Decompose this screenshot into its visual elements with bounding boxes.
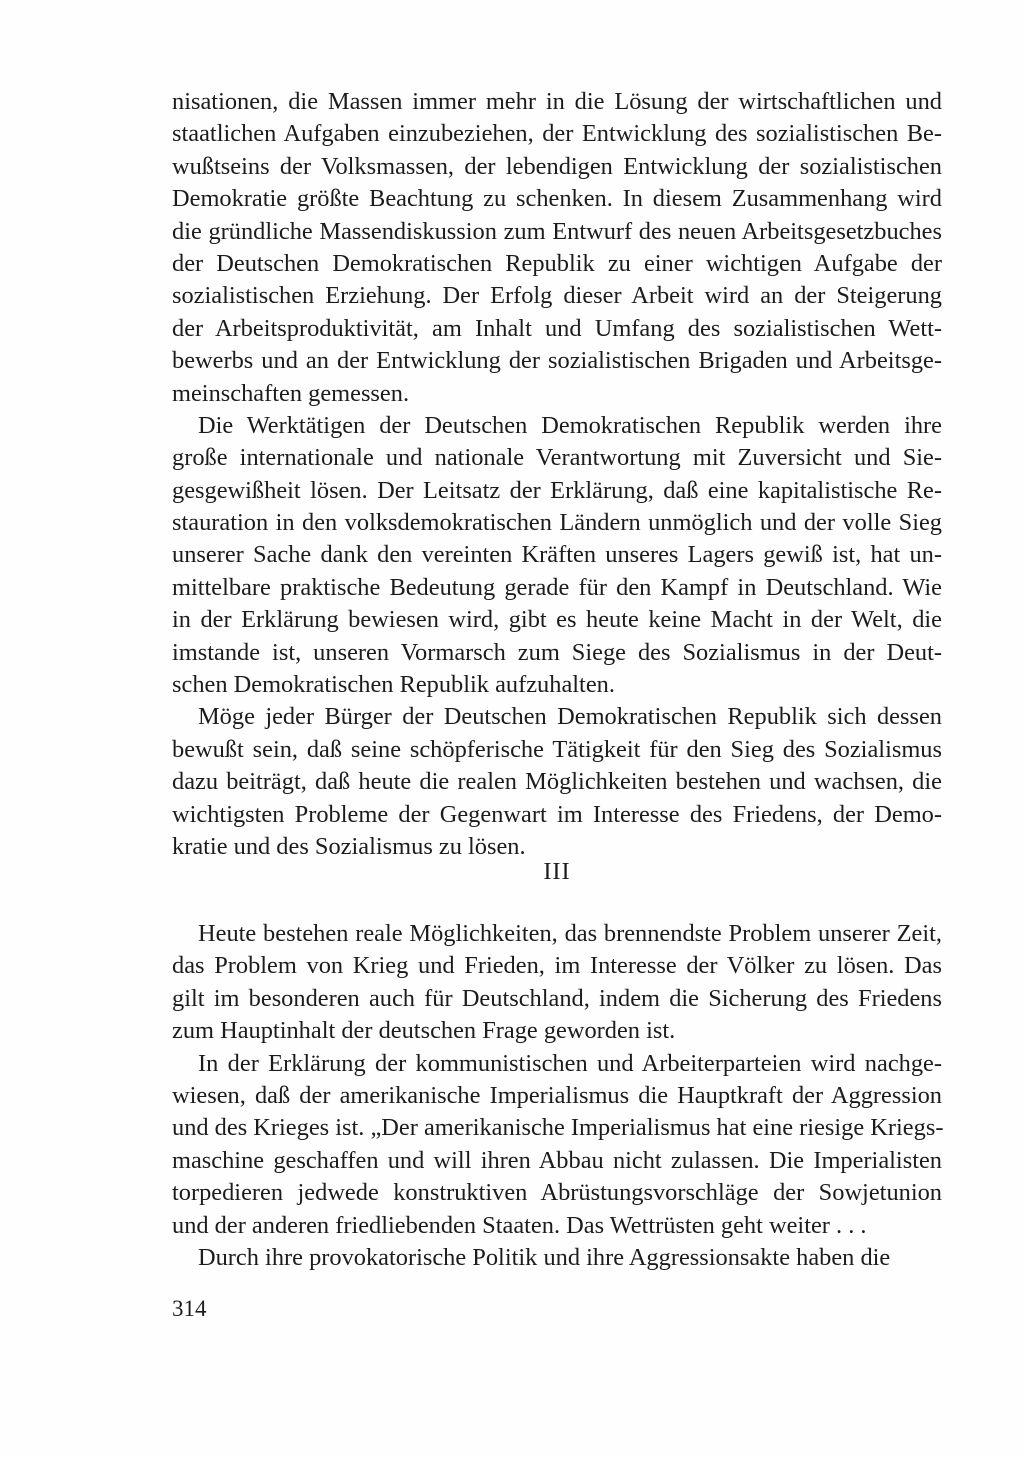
text-line: die gründliche Massendiskussion zum Entwurf des neuen Arbeitsgesetzbuches [172,217,942,245]
text-line: bewerbs und an der Entwicklung der sozialistischen Brigaden und Arbeitsge- [172,347,942,375]
paragraph [172,1048,942,1242]
text-line: zum Hauptinhalt der deutschen Frage geworden ist. [172,1017,676,1045]
text-line: große internationale und nationale Verantwortung mit Zuversicht und Sie- [172,444,942,472]
text-line: der Arbeitsproduktivität, am Inhalt und Umfang des sozialistischen Wett- [172,314,942,342]
text-line: in der Erklärung bewiesen wird, gibt es heute keine Macht in der Welt, die [172,606,942,634]
text-line: Durch ihre provokatorische Politik und ihre Aggressionsakte haben die [198,1243,891,1271]
text-line: wichtigsten Probleme der Gegenwart im Interesse des Friedens, der Demo- [172,800,942,828]
text-line: imstande ist, unseren Vormarsch zum Siege des Sozialismus in der Deut- [172,638,942,666]
text-line: staatlichen Aufgaben einzubeziehen, der Entwicklung des sozialistischen Be- [172,120,942,148]
body-text-before-section [172,86,942,863]
text-line: das Problem von Krieg und Frieden, im Interesse der Völker zu lösen. Das [172,952,942,980]
text-line: nisationen, die Massen immer mehr in die Lösung der wirtschaftlichen und [172,88,942,115]
text-line: unserer Sache dank den vereinten Kräften unseres Lagers gewiß ist, hat un- [172,541,942,569]
text-line: Heute bestehen reale Möglichkeiten, das brennendste Problem unserer Zeit, [198,920,942,947]
text-line: stauration in den volksdemokratischen Ländern unmöglich und der volle Sieg [172,509,942,537]
text-line: Demokratie größte Beachtung zu schenken. In diesem Zusammenhang wird [172,185,942,213]
text-line: sozialistischen Erziehung. Der Erfolg dieser Arbeit wird an der Steigerung [172,282,942,310]
page-number: 314 [172,1296,207,1321]
text-line: gesgewißheit lösen. Der Leitsatz der Erklärung, daß eine kapitalistische Re- [172,476,942,504]
text-line: meinschaften gemessen. [172,379,410,407]
text-line: dazu beiträgt, daß heute die realen Möglichkeiten bestehen und wachsen, die [172,768,942,796]
text-line: und des Krieges ist. „Der amerikanische Imperialismus hat eine riesige Kriegs- [172,1114,944,1142]
text-line: torpedieren jedwede konstruktiven Abrüstungsvorschläge der Sowjetunion [172,1179,942,1207]
paragraph [172,86,942,410]
paragraph [172,701,942,863]
text-line: kratie und des Sozialismus zu lösen. [172,832,526,860]
text-line: maschine geschaffen und will ihren Abbau nicht zulassen. Die Imperialisten [172,1146,942,1174]
paragraph [172,918,942,1048]
text-line: wiesen, daß der amerikanische Imperialismus die Hauptkraft der Aggression [172,1081,942,1109]
text-line: mittelbare praktische Bedeutung gerade für den Kampf in Deutschland. Wie [172,573,942,601]
paragraph [172,410,942,702]
paragraph [172,1242,942,1274]
text-line: schen Demokratischen Republik aufzuhalten. [172,671,615,699]
text-line: gilt im besonderen auch für Deutschland, indem die Sicherung des Friedens [172,984,942,1012]
text-line: Die Werktätigen der Deutschen Demokratischen Republik werden ihre [198,411,942,439]
text-line: der Deutschen Demokratischen Republik zu einer wichtigen Aufgabe der [172,249,942,277]
section-heading: III [543,858,571,885]
text-line: bewußt sein, daß seine schöpferische Tätigkeit für den Sieg des Sozialismus [172,735,942,763]
text-line: Möge jeder Bürger der Deutschen Demokratischen Republik sich dessen [198,703,942,731]
body-text-section-three [172,918,942,1274]
text-line: In der Erklärung der kommunistischen und Arbeiterparteien wird nachge- [198,1049,942,1077]
text-line: wußtseins der Volksmassen, der lebendigen Entwicklung der sozialistischen [172,152,942,180]
text-line: und der anderen friedliebenden Staaten. Das Wettrüsten geht weiter . . . [172,1211,867,1239]
